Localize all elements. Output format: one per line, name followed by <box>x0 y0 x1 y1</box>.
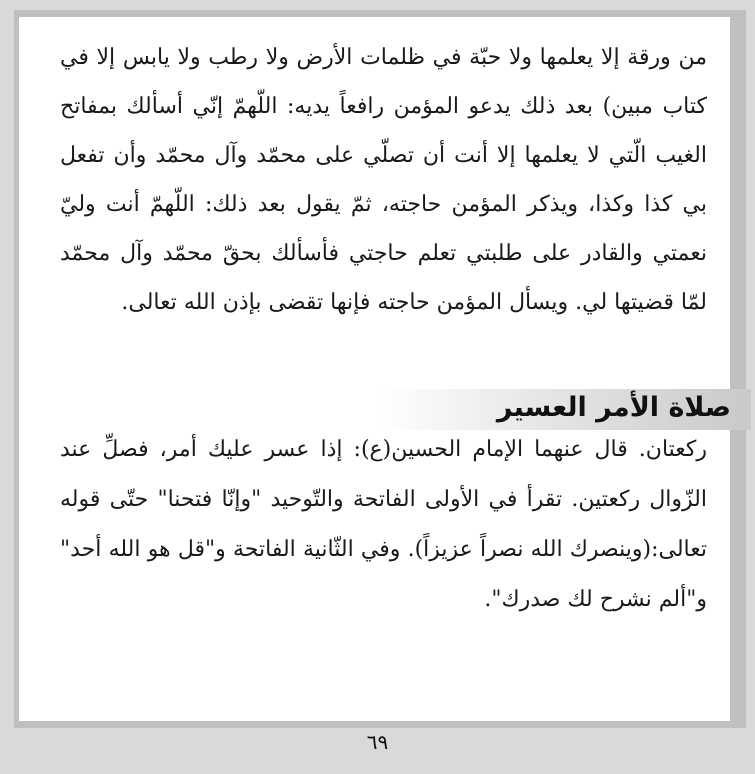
paragraph-top: من ورقة إلا يعلمها ولا حبّة في ظلمات الأرض ولا رطب ولا يابس إلا في كتاب مبين) بعد ذلك يدعو المؤمن رافعاً يديه: اللّهمّ إنّي أسألك بمفاتح الغيب الّتي لا يعلمها إلا أنت أن تصلّي على محمّد وآل محمّد وأن تفعل بي كذا وكذا، ويذكر المؤمن حاجته، ثمّ يقول بعد ذلك: اللّهمّ أنت وليّ نعمتي والقادر على طلبتي تعلم حاجتي فأسألك بحقّ محمّد وآل محمّد لمّا قضيتها لي. ويسأل المؤمن حاجته فإنها تقضى بإذن الله تعالى. <box>60 45 707 315</box>
paragraph-bottom: ركعتان. قال عنهما الإمام الحسين(ع): إذا عسر عليك أمر، فصلِّ عند الزّوال ركعتين. تقرأ في الأولى الفاتحة والتّوحيد "وإنّا فتحنا" حتّى قوله تعالى:(وينصرك الله نصراً عزيزاً). وفي الثّانية الفاتحة و"قل هو الله أحد" و"ألم نشرح لك صدرك". <box>60 437 707 612</box>
page-number: ٦٩ <box>366 730 389 754</box>
section-heading: صلاة الأمر العسير <box>496 392 731 423</box>
